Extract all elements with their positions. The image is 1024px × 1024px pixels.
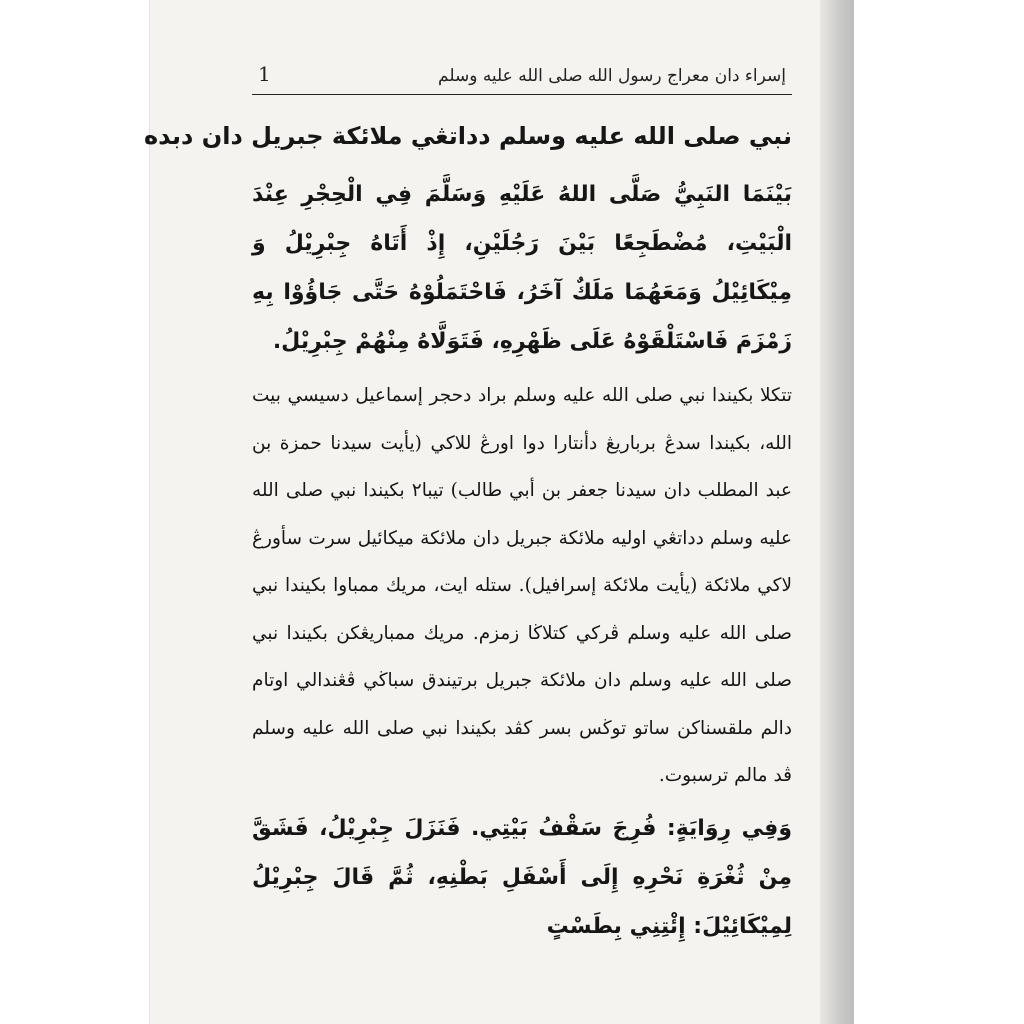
- running-title: إسراء دان معراج رسول الله صلى الله عليه وسلم: [438, 66, 786, 86]
- arabic-hadith-passage: بَيْنَمَا النَبِيُّ صَلَّى اللهُ عَلَيْهِ وَسَلَّمَ فِي الْحِجْرِ عِنْدَ الْبَيْتِ، مُضْطَجِعًا بَيْنَ رَجُلَيْنِ، إِذْ أَتَاهُ جِبْرِيْلُ وَ مِيْكَائِيْلُ وَمَعَهُمَا مَلَكٌ آخَرُ، فَاحْتَمَلُوْهُ حَتَّى جَاؤُوْا بِهِ زَمْزَمَ فَاسْتَلْقَوْهُ عَلَى ظَهْرِهِ، فَتَوَلَّاهُ مِنْهُمْ جِبْرِيْلُ.: [252, 182, 792, 354]
- page-header: [252, 60, 792, 95]
- arabic-narration-passage: وَفِي رِوَايَةٍ: فُرِجَ سَقْفُ بَيْتِي. فَنَزَلَ جِبْرِيْلُ، فَشَقَّ مِنْ ثُغْرَةِ نَحْرِهِ إِلَى أَسْفَلِ بَطْنِهِ، ثُمَّ قَالَ جِبْرِيْلُ لِمِيْكَائِيْلَ: إِئْتِنِي بِطَسْتٍ: [252, 815, 792, 939]
- page-number: 1: [258, 62, 271, 86]
- jawi-translation-paragraph: تتكلا بكيندا نبي صلى الله عليه وسلم براد دحجر إسماعيل دسيسي بيت الله، بكيندا سدڠ برباريڠ دأنتارا دوا اورڠ للاكي (يأيت سيدنا حمزة بن عبد المطلب دان سيدنا جعفر بن أبي طالب) تيبا٢ بكيندا نبي صلى الله عليه وسلم دداتڠي اوليه ملائكة جبريل دان ملائكة ميكائيل سرت سأورڠ لاكي ملائكة (يأيت ملائكة إسرافيل). ستله ايت، مريك ممباوا بكيندا نبي صلى الله عليه وسلم ڤركي كتلاڬا زمزم. مريك ممباريڠكن بكيندا نبي صلى الله عليه وسلم دان ملائكة جبريل برتيندق سباڬي ڤڠندالي اوتام دالم ملقسناكن ساتو توڬس بسر كڤد بكيندا نبي صلى الله عليه وسلم ڤد مالم ترسبوت.: [252, 385, 792, 786]
- page-edge-shadow: [820, 0, 854, 1024]
- chapter-heading: نبي صلى الله عليه وسلم دداتڠي ملائكة جبريل دان دبده: [144, 122, 792, 150]
- page-content: [144, 112, 792, 957]
